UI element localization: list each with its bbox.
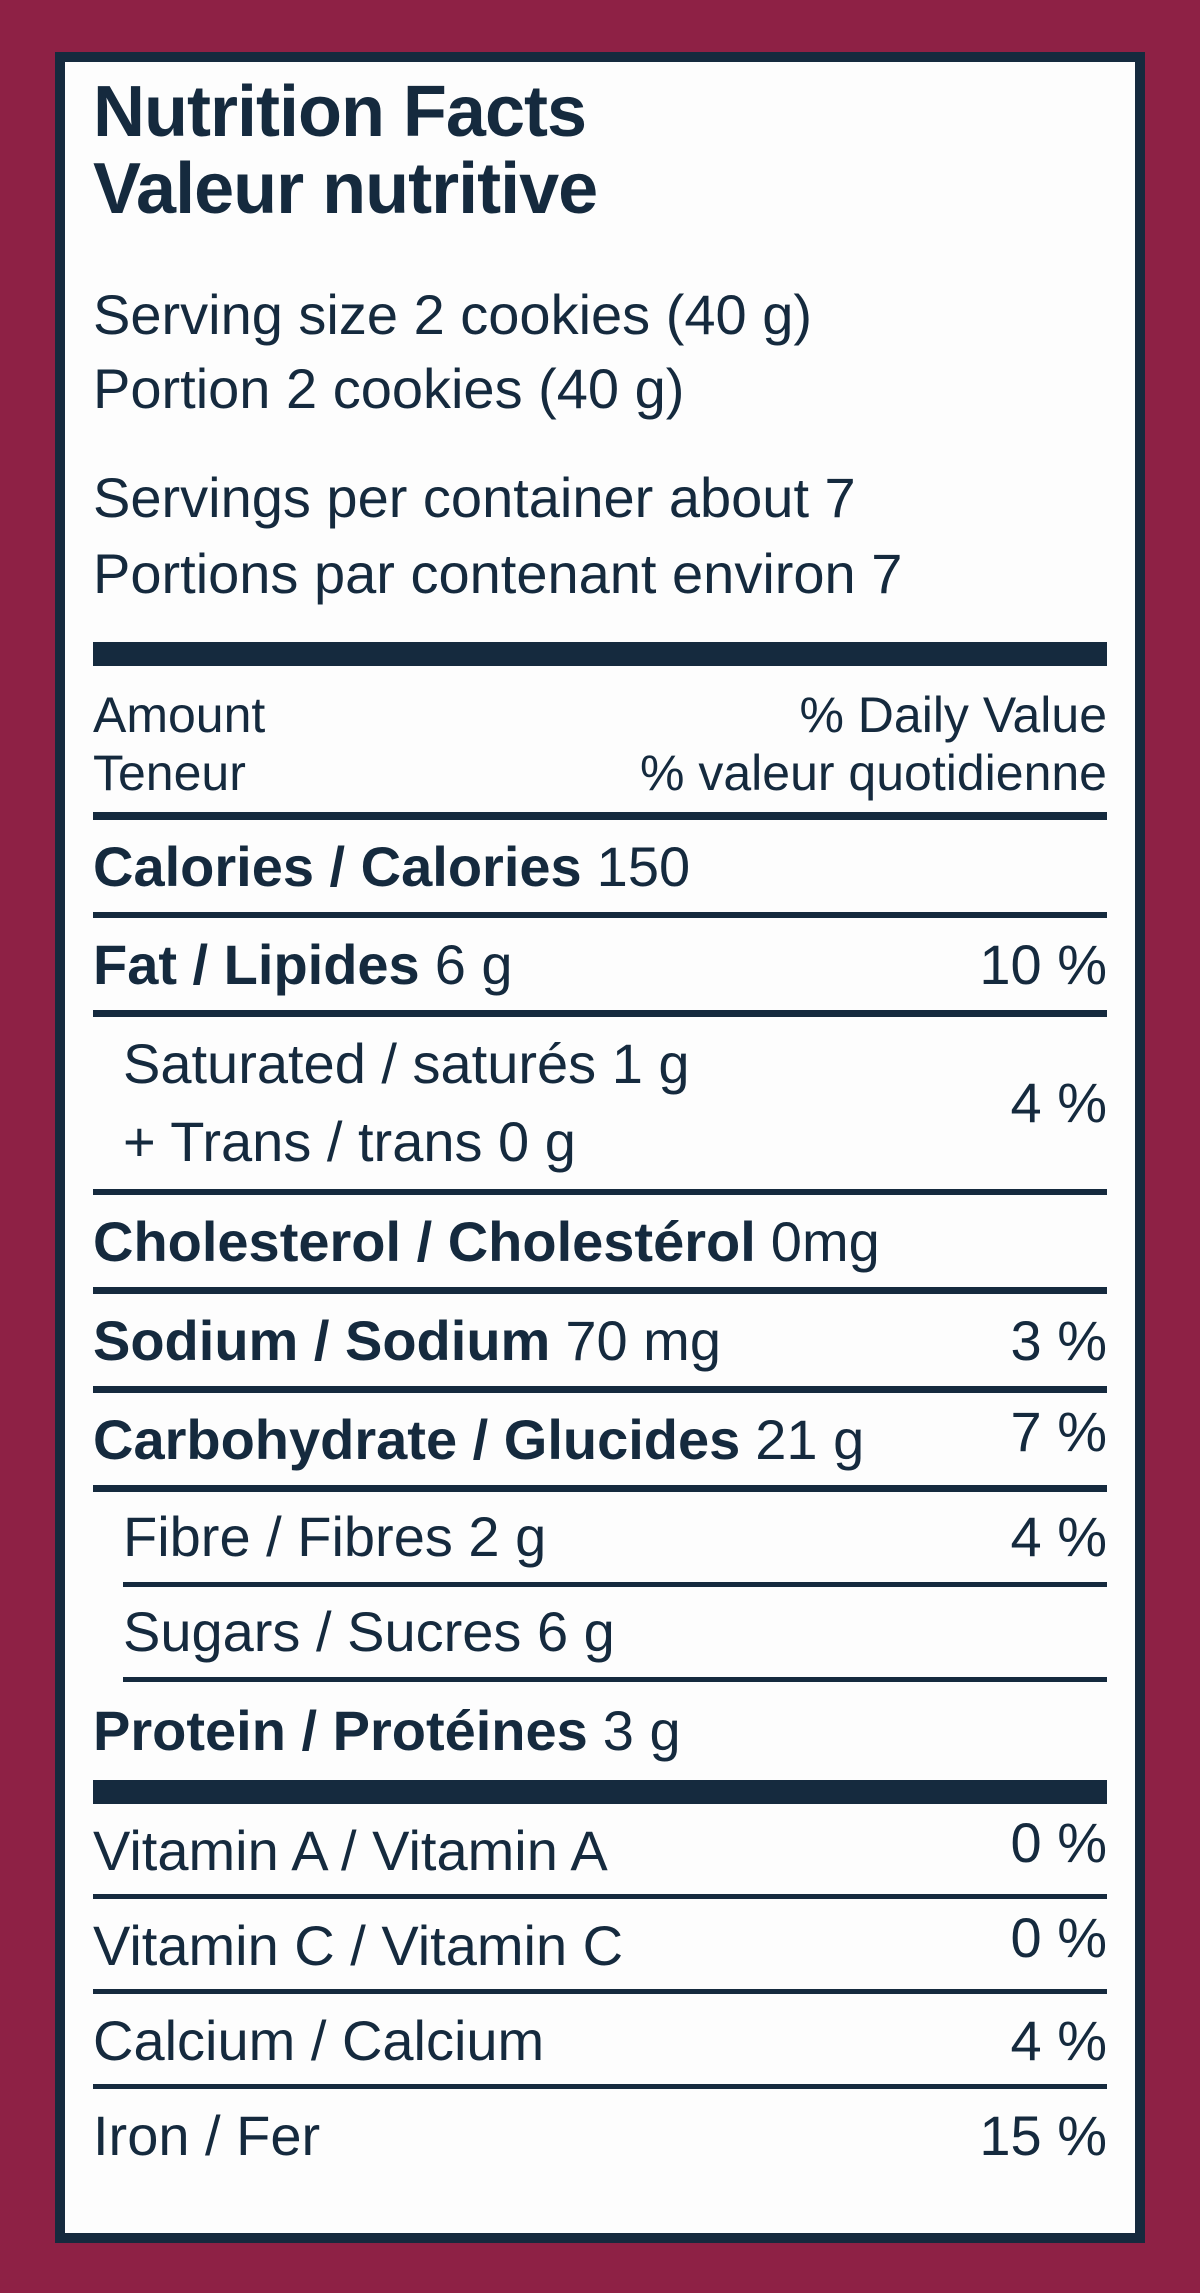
carbohydrate-label-group	[93, 1409, 864, 1471]
iron-percent: 15 %	[979, 2104, 1107, 2167]
amount-dv-header	[93, 686, 1107, 802]
vitamin-c-percent: 0 %	[1010, 1906, 1107, 1969]
nutrient-row-cholesterol	[93, 1195, 1107, 1287]
fat-label-group	[93, 934, 513, 996]
calcium-label-group	[93, 2010, 544, 2072]
calcium-percent: 4 %	[1010, 2009, 1107, 2072]
carbohydrate-label: Carbohydrate / Glucides	[93, 1408, 741, 1471]
divider-sodium	[93, 1386, 1107, 1393]
vitamin-c-label-group	[93, 1915, 623, 1977]
fat-percent: 10 %	[979, 933, 1107, 996]
servings-per-container-group	[93, 460, 1107, 612]
amount-english: Amount	[93, 687, 266, 743]
vitamin-a-percent: 0 %	[1010, 1811, 1107, 1874]
divider-fat	[93, 1010, 1107, 1017]
nutrient-row-sugars	[93, 1587, 1107, 1677]
sugars-label-group	[93, 1601, 615, 1663]
amount-header	[93, 686, 265, 802]
daily-value-english: % Daily Value	[799, 687, 1107, 743]
title-french: Valeur nutritive	[93, 149, 598, 229]
carbohydrate-value: 21 g	[755, 1408, 865, 1471]
iron-label-group	[93, 2105, 320, 2167]
nutrient-row-saturated-trans	[93, 1017, 1107, 1189]
label-title	[93, 74, 1107, 228]
serving-size-group	[93, 278, 1107, 426]
sugars-label: Sugars / Sucres 6 g	[123, 1600, 615, 1663]
fat-value: 6 g	[434, 933, 513, 996]
section-bar-bottom	[93, 1780, 1107, 1804]
nutrient-row-calories	[93, 820, 1107, 912]
micronutrient-row-iron	[93, 2089, 1107, 2179]
micronutrient-row-vitamin-c	[93, 1899, 1107, 1989]
amount-french: Teneur	[93, 745, 246, 801]
protein-label-group	[93, 1700, 681, 1762]
sodium-label: Sodium / Sodium	[93, 1309, 551, 1372]
section-bar-top	[93, 642, 1107, 666]
iron-label: Iron / Fer	[93, 2104, 321, 2167]
protein-value: 3 g	[602, 1699, 681, 1762]
servings-per-container-english: Servings per container about 7	[93, 466, 856, 529]
serving-size-french: Portion 2 cookies (40 g)	[93, 357, 685, 420]
saturated-label: Saturated / saturés 1 g	[123, 1032, 690, 1095]
trans-label: + Trans / trans 0 g	[123, 1110, 576, 1173]
protein-label: Protein / Protéines	[93, 1699, 588, 1762]
cholesterol-value: 0mg	[770, 1210, 880, 1273]
sodium-percent: 3 %	[1010, 1309, 1107, 1372]
calcium-label: Calcium / Calcium	[93, 2009, 545, 2072]
fibre-percent: 4 %	[1010, 1505, 1107, 1568]
fibre-label-group	[93, 1506, 546, 1568]
saturated-trans-lines	[93, 1033, 690, 1173]
calories-label: Calories / Calories	[93, 835, 582, 898]
micronutrient-row-vitamin-a	[93, 1804, 1107, 1894]
cholesterol-label-group	[93, 1211, 880, 1273]
daily-value-french: % valeur quotidienne	[640, 745, 1107, 801]
micronutrient-row-calcium	[93, 1994, 1107, 2084]
nutrient-row-carbohydrate	[93, 1393, 1107, 1485]
fibre-label: Fibre / Fibres 2 g	[123, 1505, 547, 1568]
nutrient-row-sodium	[93, 1294, 1107, 1386]
nutrition-facts-panel	[55, 52, 1145, 2243]
divider-carbohydrate	[93, 1485, 1107, 1492]
nutrient-row-fibre	[93, 1492, 1107, 1582]
serving-size-english: Serving size 2 cookies (40 g)	[93, 283, 813, 346]
calories-value: 150	[596, 835, 691, 898]
nutrient-row-fat	[93, 918, 1107, 1010]
nutrient-row-protein	[93, 1682, 1107, 1780]
title-english: Nutrition Facts	[93, 72, 587, 152]
carbohydrate-percent: 7 %	[1010, 1400, 1107, 1463]
divider-cholesterol	[93, 1287, 1107, 1294]
daily-value-header	[640, 686, 1107, 802]
nutrition-facts-content	[65, 74, 1135, 2245]
vitamin-a-label-group	[93, 1820, 608, 1882]
cholesterol-label: Cholesterol / Cholestérol	[93, 1210, 756, 1273]
header-divider	[93, 812, 1107, 820]
vitamin-c-label: Vitamin C / Vitamin C	[93, 1914, 624, 1977]
saturated-percent: 4 %	[1010, 1071, 1107, 1134]
vitamin-a-label: Vitamin A / Vitamin A	[93, 1819, 608, 1882]
fat-label: Fat / Lipides	[93, 933, 420, 996]
sodium-value: 70 mg	[565, 1309, 721, 1372]
servings-per-container-french: Portions par contenant environ 7	[93, 542, 903, 605]
calories-label-group	[93, 836, 690, 898]
sodium-label-group	[93, 1310, 721, 1372]
